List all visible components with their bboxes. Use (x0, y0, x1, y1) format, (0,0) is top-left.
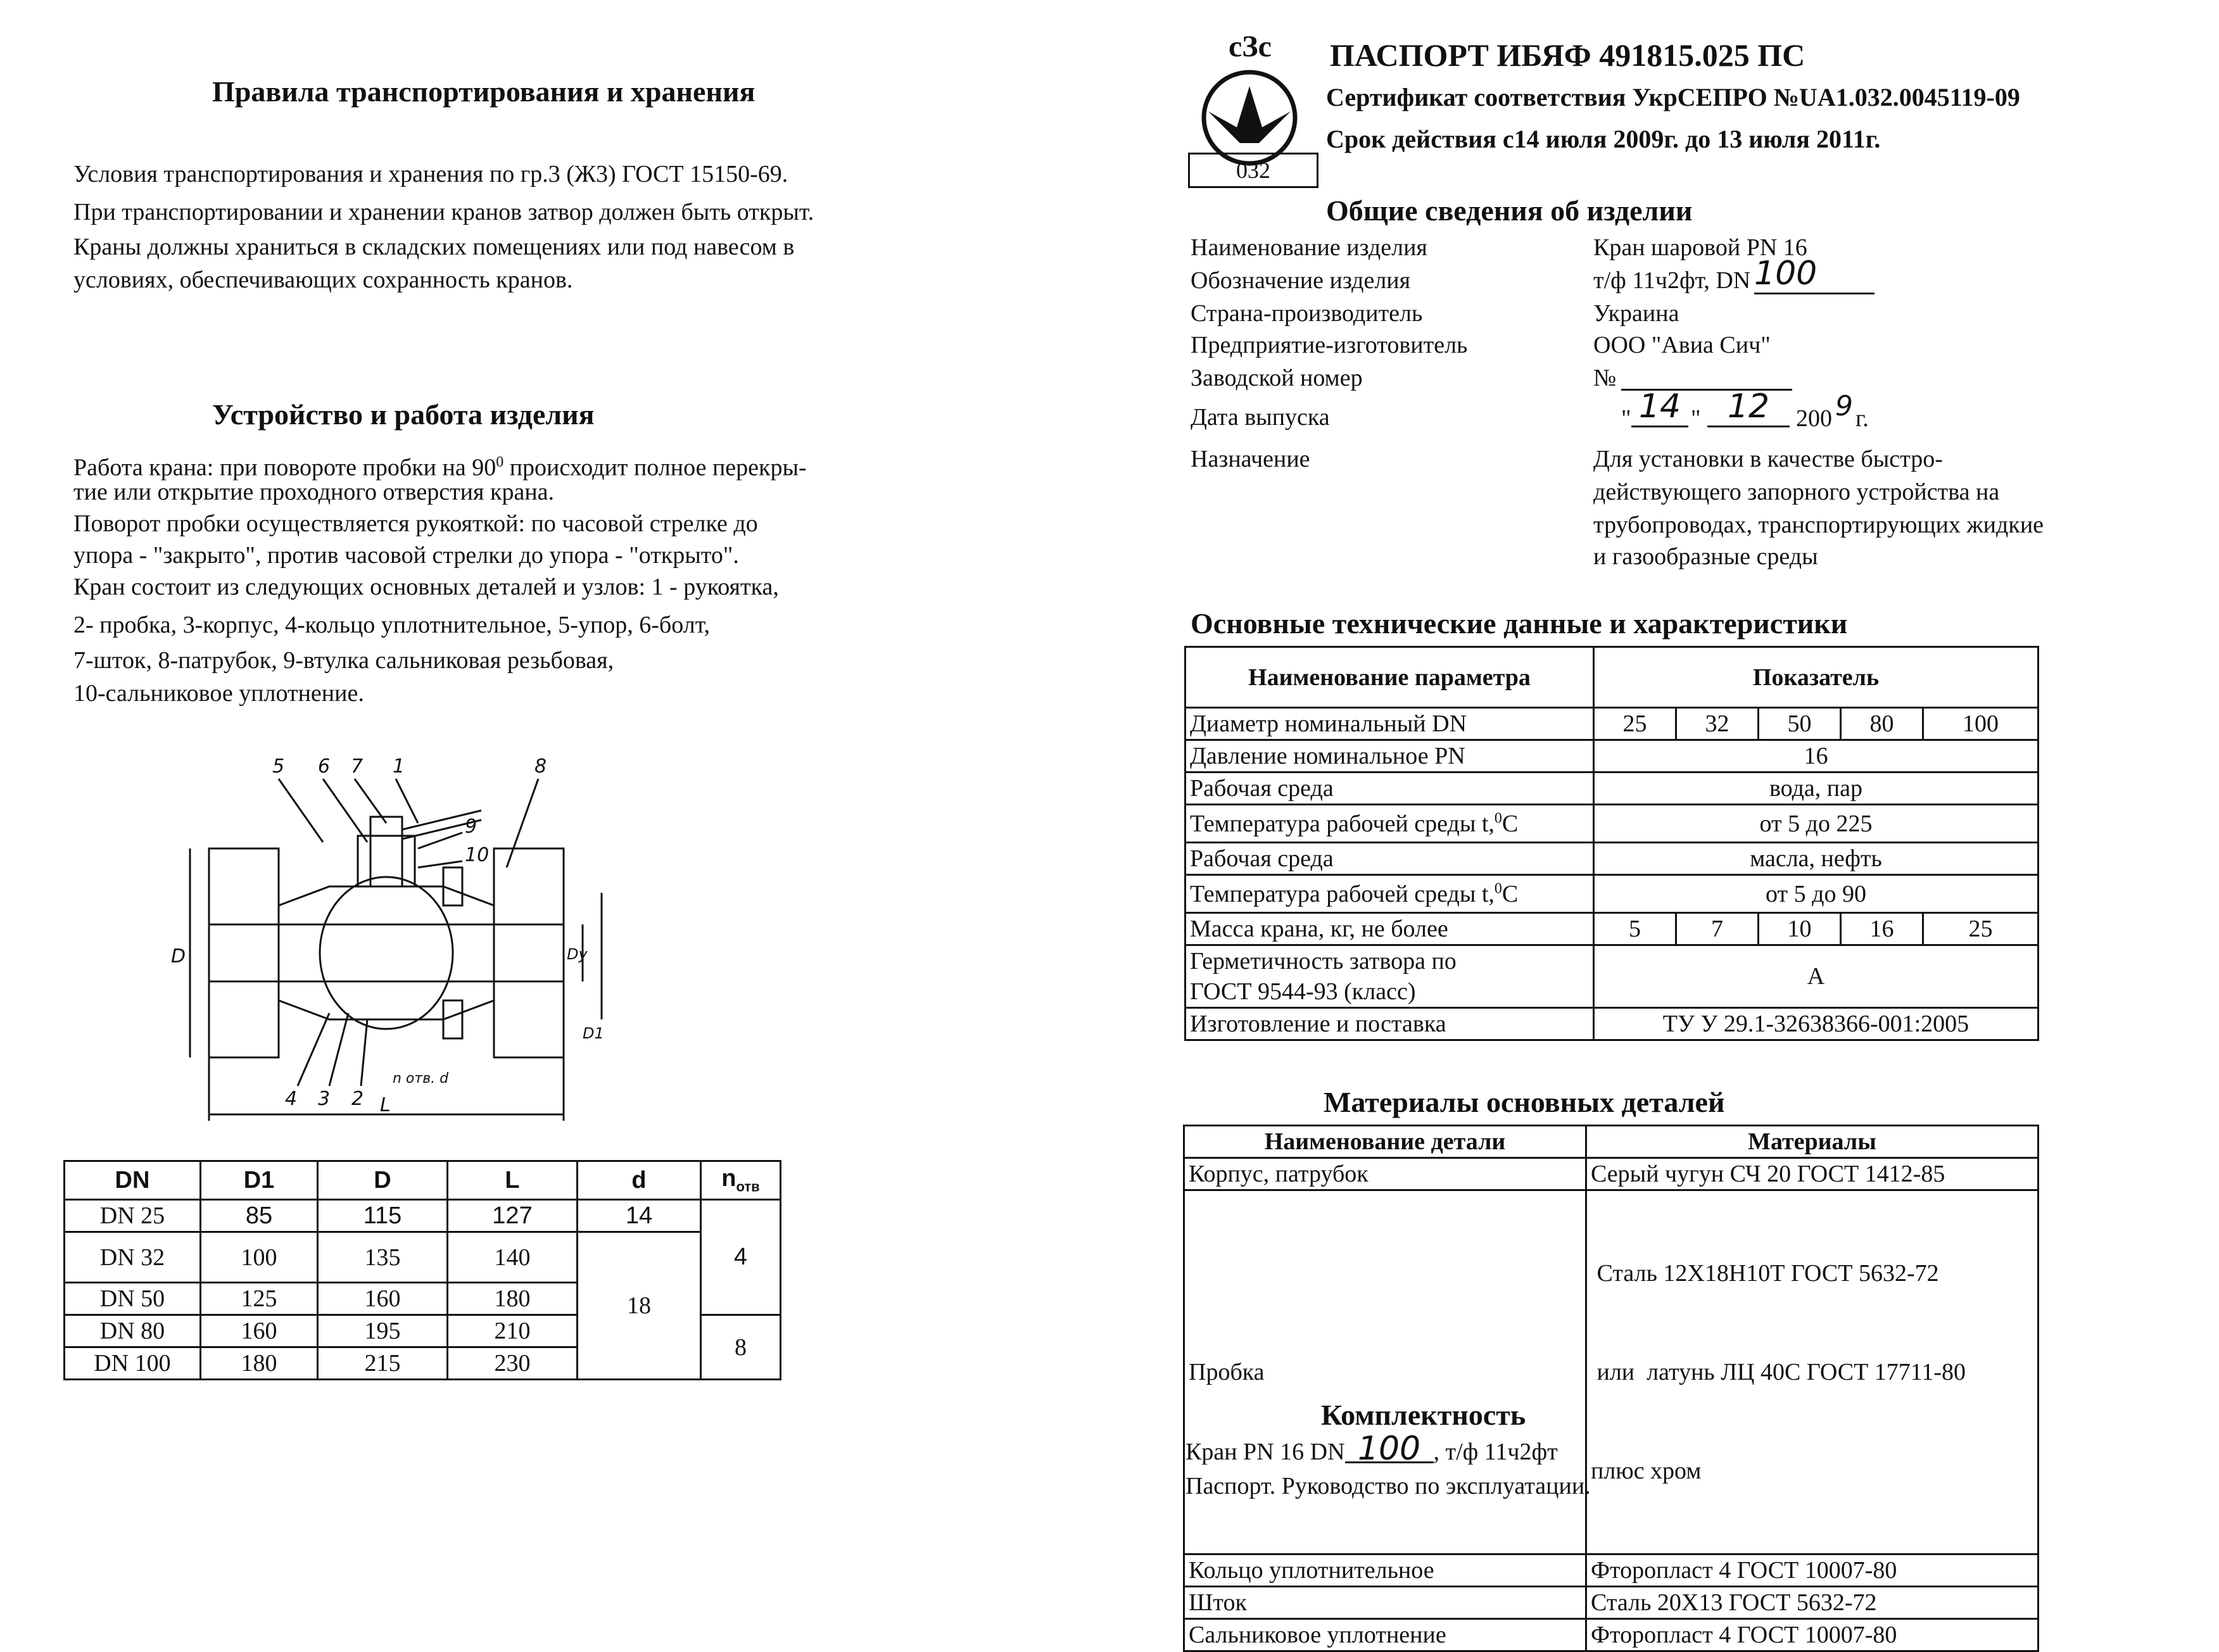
part-material: Серый чугун СЧ 20 ГОСТ 1412-85 (1586, 1158, 2039, 1190)
transport-line: Краны должны храниться в складских помещениях или под навесом в (73, 234, 795, 260)
cell-dn: DN 50 (65, 1283, 201, 1315)
purpose-line: Для установки в качестве быстро- (1593, 446, 1943, 472)
info-value: ООО "Авиа Сич" (1593, 332, 1771, 358)
cell-d1: 125 (201, 1283, 318, 1315)
cell-l: 210 (448, 1315, 578, 1347)
info-value: т/ф 11ч2фт, DN (1593, 267, 1751, 294)
param-value: 7 (1676, 913, 1759, 945)
param-value: 100 (1923, 708, 2039, 740)
table-row (1184, 1587, 2039, 1619)
date-year-suffix: г. (1855, 405, 1869, 432)
col-header-small-d: d (578, 1161, 701, 1200)
part-material: Сталь 20Х13 ГОСТ 5632-72 (1586, 1587, 2039, 1619)
part-number: 2 (351, 1088, 364, 1110)
cell-l: 180 (448, 1283, 578, 1315)
n-label: n (721, 1165, 737, 1192)
handwritten-year-digit: 9 (1835, 390, 1853, 422)
dim-label-holes: n отв. d (393, 1071, 449, 1087)
device-heading: Устройство и работа изделия (212, 398, 595, 431)
info-label: Заводской номер (1191, 365, 1363, 391)
param-value: А (1594, 945, 2039, 1008)
cell-l: 127 (448, 1200, 578, 1232)
cell-dn: DN 80 (65, 1315, 201, 1347)
col-header-d: D (318, 1161, 448, 1200)
cell-d: 195 (318, 1315, 448, 1347)
table-header-row (1185, 647, 2039, 708)
kit-heading: Комплектность (1321, 1399, 1526, 1431)
cell-d1: 160 (201, 1315, 318, 1347)
logo-code: 032 (1188, 153, 1318, 188)
date-close-quote: " (1691, 405, 1701, 432)
device-line: упора - "закрыто", против часовой стрелки до упора - "открыто". (73, 542, 739, 569)
table-row (1185, 805, 2039, 843)
part-name: Кольцо уплотнительное (1184, 1554, 1586, 1587)
cell-d: 135 (318, 1232, 448, 1283)
part-name: Шток (1184, 1587, 1586, 1619)
info-label: Предприятие-изготовитель (1191, 332, 1468, 358)
part-number: 6 (318, 755, 331, 778)
cell-d1: 180 (201, 1347, 318, 1380)
table-row (1185, 843, 2039, 875)
degree-sup: 0 (496, 454, 504, 470)
table-row (1185, 772, 2039, 805)
info-label: Страна-производитель (1191, 300, 1423, 327)
col-header-material: Материалы (1586, 1126, 2039, 1158)
transport-line: Условия транспортирования и хранения по гр.3 (Ж3) ГОСТ 15150-69. (73, 161, 788, 187)
general-heading: Общие сведения об изделии (1326, 194, 1693, 227)
param-value: 5 (1594, 913, 1676, 945)
part-name: Корпус, патрубок (1184, 1158, 1586, 1190)
col-header-part: Наименование детали (1184, 1126, 1586, 1158)
materials-heading: Материалы основных деталей (1324, 1086, 1725, 1118)
cell-n: 8 (701, 1315, 781, 1380)
valve-drawing (152, 741, 608, 1133)
temp-unit: C (1501, 880, 1519, 907)
device-line: тие или открытие проходного отверстия крана. (73, 479, 555, 505)
validity-line: Срок действия с14 июля 2009г. до 13 июля 2011г. (1326, 125, 1881, 153)
dim-label-dy: Dy (567, 945, 588, 963)
param-label: Давление номинальное PN (1185, 740, 1594, 772)
info-label: Наименование изделия (1191, 234, 1427, 261)
table-row (1185, 875, 2039, 913)
device-line: 10-сальниковое уплотнение. (73, 680, 364, 707)
table-row (1185, 945, 2039, 1008)
part-number: 9 (465, 816, 477, 838)
table-row (1184, 1619, 2039, 1651)
param-label: Диаметр номинальный DN (1185, 708, 1594, 740)
table-header-row (65, 1161, 781, 1200)
passport-title: ПАСПОРТ ИБЯФ 491815.025 ПС (1330, 37, 1805, 73)
temp-label: Температура рабочей среды t, (1190, 810, 1495, 837)
device-line-part: Работа крана: при повороте пробки на 90 (73, 454, 496, 481)
table-row (65, 1232, 781, 1283)
cell-small-d: 14 (578, 1200, 701, 1232)
temp-label: Температура рабочей среды t, (1190, 880, 1495, 907)
device-line: 2- пробка, 3-корпус, 4-кольцо уплотнительное, 5-упор, 6-болт, (73, 612, 710, 638)
degree-sup: 0 (1494, 809, 1502, 826)
part-name: Пробка (1184, 1190, 1586, 1554)
cell-small-d: 18 (578, 1232, 701, 1380)
transport-heading: Правила транспортирования и хранения (212, 75, 755, 108)
param-label (1185, 875, 1594, 913)
date-open-quote: " (1621, 405, 1631, 432)
info-value: Кран шаровой PN 16 (1593, 234, 1807, 261)
part-material (1586, 1190, 2039, 1554)
cell-l: 230 (448, 1347, 578, 1380)
dim-label-d1: D1 (583, 1025, 604, 1042)
param-label (1185, 945, 1594, 1008)
param-value: 16 (1841, 913, 1923, 945)
part-name: Сальниковое уплотнение (1184, 1619, 1586, 1651)
cell-d: 115 (318, 1200, 448, 1232)
col-header-value: Показатель (1594, 647, 2039, 708)
handwritten-month: 12 (1707, 388, 1790, 427)
part-number: 5 (272, 755, 285, 778)
dim-label-d: D (171, 945, 186, 968)
table-row (1185, 708, 2039, 740)
kit-line: Паспорт. Руководство по эксплуатации. (1185, 1473, 1591, 1499)
param-label: Рабочая среда (1185, 843, 1594, 875)
device-line: Кран состоит из следующих основных деталей и узлов: 1 - рукоятка, (73, 574, 779, 600)
param-value: 32 (1676, 708, 1759, 740)
part-number: 7 (351, 755, 364, 778)
device-line: Поворот пробки осуществляется рукояткой: по часовой стрелке до (73, 510, 758, 537)
cell-l: 140 (448, 1232, 578, 1283)
param-label: Рабочая среда (1185, 772, 1594, 805)
param-value: 80 (1841, 708, 1923, 740)
table-row (1185, 913, 2039, 945)
tight-label-line: ГОСТ 9544-93 (класс) (1190, 978, 1416, 1005)
part-number: 10 (465, 844, 490, 866)
material-line: или латунь ЛЦ 40С ГОСТ 17711-80 (1591, 1359, 1966, 1385)
degree-sup: 0 (1494, 880, 1502, 897)
cell-dn: DN 25 (65, 1200, 201, 1232)
part-number: 3 (318, 1088, 331, 1110)
n-sub-label: отв (736, 1178, 760, 1195)
cell-d: 160 (318, 1283, 448, 1315)
certificate-line: Сертификат соответствия УкрСЕПРО №UA1.032.0045119-09 (1326, 83, 2020, 111)
kit-line-part: , т/ф 11ч2фт (1433, 1439, 1558, 1465)
col-header-l: L (448, 1161, 578, 1200)
info-value: № (1593, 365, 1617, 391)
transport-line: При транспортировании и хранении кранов затвор должен быть открыт. (73, 199, 814, 225)
table-row (1184, 1554, 2039, 1587)
tight-label-line: Герметичность затвора по (1190, 948, 1457, 974)
dim-label-l: L (380, 1094, 391, 1116)
transport-line: условиях, обеспечивающих сохранность кранов. (73, 267, 573, 293)
cell-dn: DN 100 (65, 1347, 201, 1380)
cell-d: 215 (318, 1347, 448, 1380)
param-value: ТУ У 29.1-32638366-001:2005 (1594, 1008, 2039, 1040)
part-number: 1 (393, 755, 405, 778)
col-header-d1: D1 (201, 1161, 318, 1200)
purpose-line: и газообразные среды (1593, 543, 1818, 570)
param-value: от 5 до 225 (1594, 805, 2039, 843)
table-row (1185, 1008, 2039, 1040)
param-value: вода, пар (1594, 772, 2039, 805)
table-row (1184, 1158, 2039, 1190)
part-material: Фторопласт 4 ГОСТ 10007-80 (1586, 1619, 2039, 1651)
handwritten-kit-dn: 100 (1345, 1436, 1434, 1463)
tech-heading: Основные технические данные и характеристики (1191, 607, 1848, 640)
info-label: Дата выпуска (1191, 404, 1330, 431)
info-value: Украина (1593, 300, 1679, 327)
temp-unit: C (1501, 810, 1519, 837)
param-value: 16 (1594, 740, 2039, 772)
col-header-param: Наименование параметра (1185, 647, 1594, 708)
cell-d1: 100 (201, 1232, 318, 1283)
materials-table (1183, 1125, 2039, 1652)
param-value: 10 (1759, 913, 1841, 945)
device-line: 7-шток, 8-патрубок, 9-втулка сальниковая резьбовая, (73, 647, 614, 674)
param-label (1185, 805, 1594, 843)
info-label: Обозначение изделия (1191, 267, 1411, 294)
param-value: 25 (1923, 913, 2039, 945)
handwritten-day: 14 (1631, 388, 1688, 427)
param-label: Масса крана, кг, не более (1185, 913, 1594, 945)
material-line: Сталь 12Х18Н10Т ГОСТ 5632-72 (1591, 1260, 1939, 1287)
tech-table (1184, 646, 2039, 1041)
logo-top-text: сЗс (1229, 30, 1272, 63)
table-header-row (1184, 1126, 2039, 1158)
info-label: Назначение (1191, 446, 1310, 472)
kit-line-part: Кран PN 16 DN (1185, 1439, 1345, 1465)
handwritten-dn: 100 (1754, 255, 1874, 294)
part-number: 8 (534, 755, 547, 778)
part-material: Фторопласт 4 ГОСТ 10007-80 (1586, 1554, 2039, 1587)
table-row (1185, 740, 2039, 772)
col-header-n (701, 1161, 781, 1200)
cell-dn: DN 32 (65, 1232, 201, 1283)
param-value: 25 (1594, 708, 1676, 740)
dimensions-table (63, 1160, 781, 1380)
col-header-dn: DN (65, 1161, 201, 1200)
material-line: плюс хром (1591, 1458, 1702, 1484)
purpose-line: действующего запорного устройства на (1593, 479, 2000, 505)
part-number: 4 (285, 1088, 298, 1110)
table-row (65, 1200, 781, 1232)
param-label: Изготовление и поставка (1185, 1008, 1594, 1040)
certification-logo (1183, 29, 1322, 194)
kit-line (1185, 1430, 1558, 1468)
purpose-line: трубопроводах, транспортирующих жидкие (1593, 512, 2044, 538)
date-year-prefix: 200 (1796, 405, 1832, 432)
cell-n: 4 (701, 1200, 781, 1315)
param-value: масла, нефть (1594, 843, 2039, 875)
param-value: от 5 до 90 (1594, 875, 2039, 913)
param-value: 50 (1759, 708, 1841, 740)
device-line-part: происходит полное перекры- (503, 454, 807, 481)
cell-d1: 85 (201, 1200, 318, 1232)
